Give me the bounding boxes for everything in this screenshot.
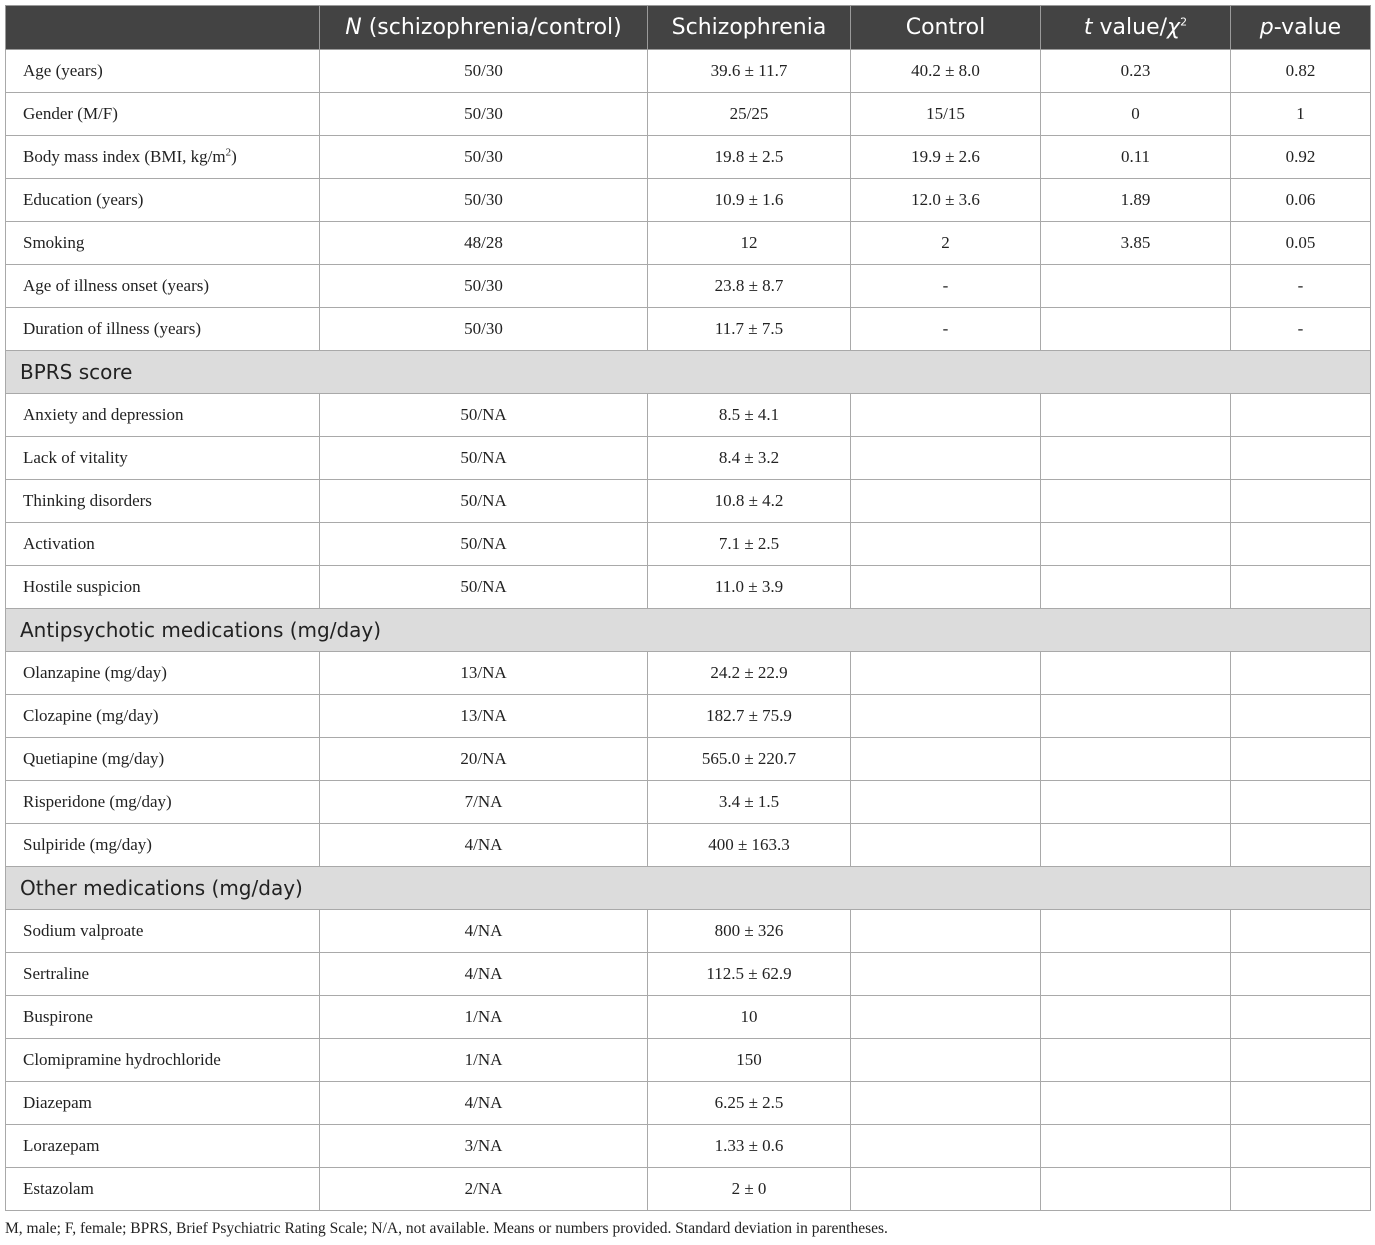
stat-cell (1041, 1168, 1231, 1211)
header-stat-sup: 2 (1180, 15, 1188, 29)
table-row (6, 93, 1371, 136)
table-footnote: M, male; F, female; BPRS, Brief Psychiatric Rating Scale; N/A, not available. Means or numbers provided. Standard deviation in parentheses. (5, 1220, 888, 1237)
stat-cell (1041, 1125, 1231, 1168)
schizophrenia-cell: 3.4 ± 1.5 (648, 781, 851, 824)
p-cell (1231, 480, 1371, 523)
schizophrenia-cell: 7.1 ± 2.5 (648, 523, 851, 566)
table-row (6, 566, 1371, 609)
schizophrenia-cell: 12 (648, 222, 851, 265)
control-cell (851, 1125, 1041, 1168)
p-cell: - (1231, 308, 1371, 351)
stat-cell (1041, 1039, 1231, 1082)
schizophrenia-cell: 10.9 ± 1.6 (648, 179, 851, 222)
control-cell (851, 1082, 1041, 1125)
schizophrenia-cell: 24.2 ± 22.9 (648, 652, 851, 695)
row-label: Buspirone (6, 996, 320, 1039)
header-stat (1041, 6, 1231, 50)
p-cell: 0.05 (1231, 222, 1371, 265)
table-row (6, 308, 1371, 351)
control-cell (851, 695, 1041, 738)
demographics-table (5, 5, 1371, 1211)
n-cell: 50/30 (320, 93, 648, 136)
n-cell: 2/NA (320, 1168, 648, 1211)
table-row (6, 652, 1371, 695)
n-cell: 4/NA (320, 910, 648, 953)
schizophrenia-cell: 565.0 ± 220.7 (648, 738, 851, 781)
schizophrenia-cell: 112.5 ± 62.9 (648, 953, 851, 996)
row-label: Clomipramine hydrochloride (6, 1039, 320, 1082)
n-cell: 4/NA (320, 953, 648, 996)
schizophrenia-cell: 19.8 ± 2.5 (648, 136, 851, 179)
header-stat-italic: t (1083, 15, 1093, 40)
control-cell: 2 (851, 222, 1041, 265)
control-cell (851, 480, 1041, 523)
row-label: Anxiety and depression (6, 394, 320, 437)
schizophrenia-cell: 10 (648, 996, 851, 1039)
table-row (6, 996, 1371, 1039)
row-label: Hostile suspicion (6, 566, 320, 609)
header-control: Control (851, 6, 1041, 50)
n-cell: 50/NA (320, 437, 648, 480)
row-label: Age (years) (6, 50, 320, 93)
p-cell (1231, 394, 1371, 437)
stat-cell (1041, 953, 1231, 996)
table-row (6, 265, 1371, 308)
n-cell: 20/NA (320, 738, 648, 781)
n-cell: 4/NA (320, 1082, 648, 1125)
row-label: Diazepam (6, 1082, 320, 1125)
schizophrenia-cell: 150 (648, 1039, 851, 1082)
n-cell: 13/NA (320, 695, 648, 738)
stat-cell (1041, 738, 1231, 781)
stat-cell: 0 (1041, 93, 1231, 136)
control-cell (851, 437, 1041, 480)
header-schizophrenia: Schizophrenia (648, 6, 851, 50)
control-cell (851, 394, 1041, 437)
table-row (6, 1168, 1371, 1211)
control-cell (851, 1039, 1041, 1082)
table-row (6, 953, 1371, 996)
n-cell: 13/NA (320, 652, 648, 695)
table-row (6, 910, 1371, 953)
p-cell (1231, 953, 1371, 996)
row-label: Clozapine (mg/day) (6, 695, 320, 738)
row-label: Olanzapine (mg/day) (6, 652, 320, 695)
table-row (6, 523, 1371, 566)
schizophrenia-cell: 182.7 ± 75.9 (648, 695, 851, 738)
control-cell: 12.0 ± 3.6 (851, 179, 1041, 222)
table-row (6, 1125, 1371, 1168)
schizophrenia-cell: 2 ± 0 (648, 1168, 851, 1211)
p-cell (1231, 437, 1371, 480)
p-cell: 0.82 (1231, 50, 1371, 93)
stat-cell: 3.85 (1041, 222, 1231, 265)
p-cell (1231, 1039, 1371, 1082)
section-title: Other medications (mg/day) (6, 867, 1371, 910)
header-p-italic: p (1259, 15, 1274, 40)
control-cell (851, 738, 1041, 781)
control-cell (851, 652, 1041, 695)
table-row (6, 1082, 1371, 1125)
schizophrenia-cell: 1.33 ± 0.6 (648, 1125, 851, 1168)
control-cell (851, 996, 1041, 1039)
p-cell: 0.06 (1231, 179, 1371, 222)
stat-cell (1041, 437, 1231, 480)
header-stat-mid: value/ (1092, 15, 1168, 40)
control-cell (851, 910, 1041, 953)
p-cell (1231, 523, 1371, 566)
n-cell: 50/30 (320, 136, 648, 179)
stat-cell (1041, 695, 1231, 738)
row-label: Sodium valproate (6, 910, 320, 953)
stat-cell (1041, 996, 1231, 1039)
stat-cell (1041, 824, 1231, 867)
header-label (6, 6, 320, 50)
n-cell: 48/28 (320, 222, 648, 265)
row-label: Estazolam (6, 1168, 320, 1211)
n-cell: 50/NA (320, 523, 648, 566)
row-label: Sulpiride (mg/day) (6, 824, 320, 867)
control-cell (851, 781, 1041, 824)
n-cell: 4/NA (320, 824, 648, 867)
n-cell: 1/NA (320, 1039, 648, 1082)
control-cell: 15/15 (851, 93, 1041, 136)
row-label: Smoking (6, 222, 320, 265)
table-row (6, 179, 1371, 222)
table-row (6, 50, 1371, 93)
n-cell: 1/NA (320, 996, 648, 1039)
schizophrenia-cell: 6.25 ± 2.5 (648, 1082, 851, 1125)
control-cell (851, 566, 1041, 609)
n-cell: 50/30 (320, 308, 648, 351)
schizophrenia-cell: 400 ± 163.3 (648, 824, 851, 867)
stat-cell (1041, 394, 1231, 437)
p-cell (1231, 695, 1371, 738)
stat-cell (1041, 308, 1231, 351)
table-row (6, 480, 1371, 523)
schizophrenia-cell: 11.7 ± 7.5 (648, 308, 851, 351)
p-cell (1231, 1082, 1371, 1125)
p-cell (1231, 738, 1371, 781)
schizophrenia-cell: 39.6 ± 11.7 (648, 50, 851, 93)
schizophrenia-cell: 800 ± 326 (648, 910, 851, 953)
table-row (6, 394, 1371, 437)
section-title: BPRS score (6, 351, 1371, 394)
p-cell: 0.92 (1231, 136, 1371, 179)
control-cell (851, 523, 1041, 566)
control-cell: - (851, 265, 1041, 308)
stat-cell (1041, 523, 1231, 566)
table-row (6, 824, 1371, 867)
control-cell (851, 824, 1041, 867)
table-row (6, 136, 1371, 179)
row-label: Quetiapine (mg/day) (6, 738, 320, 781)
p-cell (1231, 996, 1371, 1039)
p-cell (1231, 910, 1371, 953)
table-row (6, 695, 1371, 738)
header-p-rest: -value (1273, 15, 1342, 40)
schizophrenia-cell: 8.4 ± 3.2 (648, 437, 851, 480)
table-row (6, 781, 1371, 824)
row-label: Education (years) (6, 179, 320, 222)
header-n-italic: N (345, 15, 362, 40)
stat-cell: 0.23 (1041, 50, 1231, 93)
table-row (6, 738, 1371, 781)
table-row (6, 437, 1371, 480)
section-row-other-meds (6, 867, 1371, 910)
row-label-text: Body mass index (BMI, kg/m (23, 147, 226, 166)
stat-cell (1041, 781, 1231, 824)
n-cell: 3/NA (320, 1125, 648, 1168)
stat-cell: 1.89 (1041, 179, 1231, 222)
n-cell: 7/NA (320, 781, 648, 824)
stat-cell (1041, 566, 1231, 609)
schizophrenia-cell: 11.0 ± 3.9 (648, 566, 851, 609)
row-label: Gender (M/F) (6, 93, 320, 136)
stat-cell (1041, 652, 1231, 695)
n-cell: 50/NA (320, 566, 648, 609)
row-label: Thinking disorders (6, 480, 320, 523)
control-cell (851, 1168, 1041, 1211)
stat-cell (1041, 910, 1231, 953)
header-n-rest: (schizophrenia/control) (361, 15, 622, 40)
control-cell: - (851, 308, 1041, 351)
stat-cell: 0.11 (1041, 136, 1231, 179)
n-cell: 50/30 (320, 265, 648, 308)
row-label: Lorazepam (6, 1125, 320, 1168)
header-row (6, 6, 1371, 50)
table-row (6, 222, 1371, 265)
p-cell: - (1231, 265, 1371, 308)
header-p (1231, 6, 1371, 50)
schizophrenia-cell: 23.8 ± 8.7 (648, 265, 851, 308)
stat-cell (1041, 1082, 1231, 1125)
p-cell (1231, 1168, 1371, 1211)
row-label (6, 136, 320, 179)
n-cell: 50/30 (320, 179, 648, 222)
stat-cell (1041, 265, 1231, 308)
header-stat-chi: χ (1167, 15, 1181, 40)
p-cell (1231, 652, 1371, 695)
schizophrenia-cell: 10.8 ± 4.2 (648, 480, 851, 523)
control-cell: 19.9 ± 2.6 (851, 136, 1041, 179)
p-cell (1231, 566, 1371, 609)
row-label-sup: 2 (225, 146, 232, 159)
header-n (320, 6, 648, 50)
row-label: Activation (6, 523, 320, 566)
control-cell: 40.2 ± 8.0 (851, 50, 1041, 93)
n-cell: 50/NA (320, 394, 648, 437)
p-cell: 1 (1231, 93, 1371, 136)
stat-cell (1041, 480, 1231, 523)
n-cell: 50/30 (320, 50, 648, 93)
row-label: Risperidone (mg/day) (6, 781, 320, 824)
p-cell (1231, 1125, 1371, 1168)
row-label: Age of illness onset (years) (6, 265, 320, 308)
section-title: Antipsychotic medications (mg/day) (6, 609, 1371, 652)
row-label: Sertraline (6, 953, 320, 996)
control-cell (851, 953, 1041, 996)
section-row-bprs (6, 351, 1371, 394)
n-cell: 50/NA (320, 480, 648, 523)
p-cell (1231, 824, 1371, 867)
p-cell (1231, 781, 1371, 824)
row-label: Duration of illness (years) (6, 308, 320, 351)
row-label-tail: ) (231, 147, 237, 166)
schizophrenia-cell: 25/25 (648, 93, 851, 136)
section-row-antipsychotics (6, 609, 1371, 652)
schizophrenia-cell: 8.5 ± 4.1 (648, 394, 851, 437)
row-label: Lack of vitality (6, 437, 320, 480)
table-row (6, 1039, 1371, 1082)
